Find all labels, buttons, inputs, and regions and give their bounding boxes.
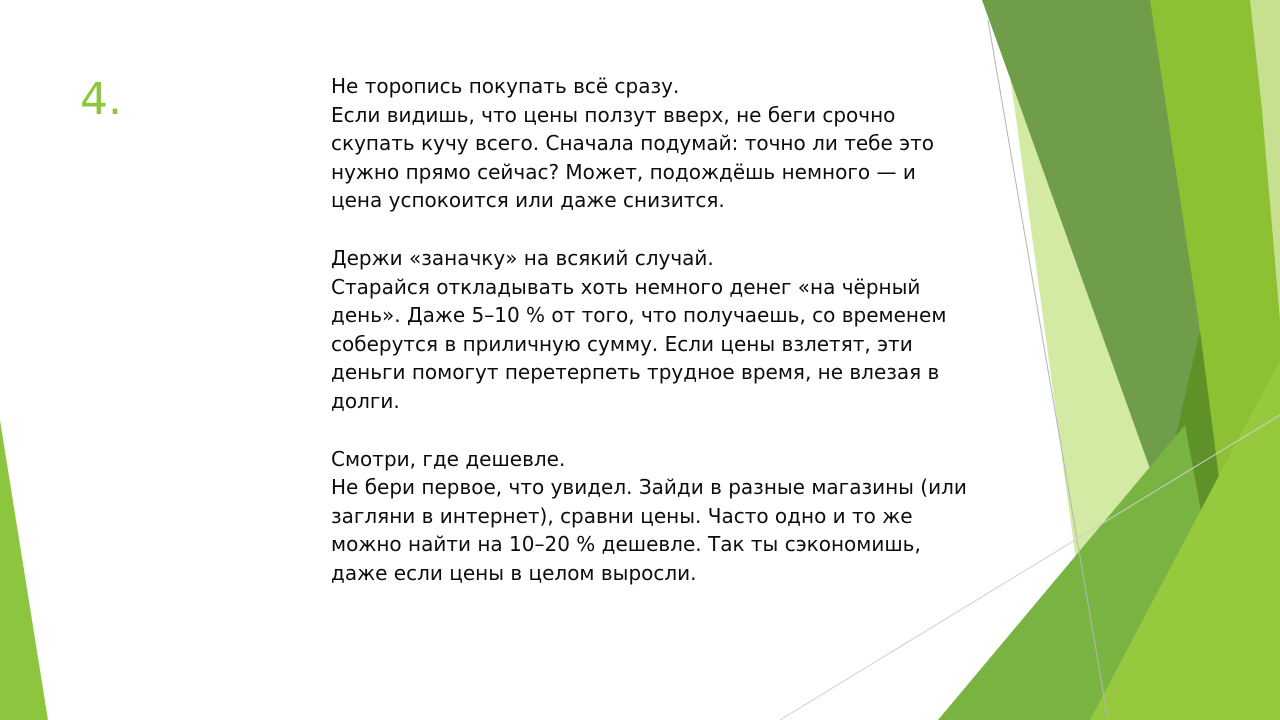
- slide-number: 4.: [80, 74, 122, 125]
- tip-paragraph: [331, 445, 971, 588]
- tip-heading: Смотри, где дешевле.: [331, 446, 566, 471]
- slide-content: [331, 72, 971, 617]
- tip-body: Не бери первое, что увидел. Зайди в разные магазины (или загляни в интернет), сравни цены. Часто одно и то же можно найти на 10–20 % дешевле. Так ты сэкономишь, даже если цены в целом выросли.: [331, 475, 967, 585]
- tip-paragraph: [331, 72, 971, 215]
- left-edge-shape: [0, 420, 48, 720]
- tip-heading: Не торопись покупать всё сразу.: [331, 74, 680, 98]
- tip-body: Если видишь, что цены ползут вверх, не беги срочно скупать кучу всего. Сначала подумай: точно ли тебе это нужно прямо сейчас? Может, подождёшь немного — и цена успокоится или даже снизится.: [331, 102, 935, 213]
- tip-heading: Держи «заначку» на всякий случай.: [331, 245, 714, 270]
- tip-body: Старайся откладывать хоть немного денег «на чёрный день». Даже 5–10 % от того, что получаешь, со временем соберутся в приличную сумму. Если цены взлетят, эти деньги помогут перетерпеть трудное время, не влезая в долги.: [331, 274, 947, 413]
- tip-paragraph: [331, 244, 971, 416]
